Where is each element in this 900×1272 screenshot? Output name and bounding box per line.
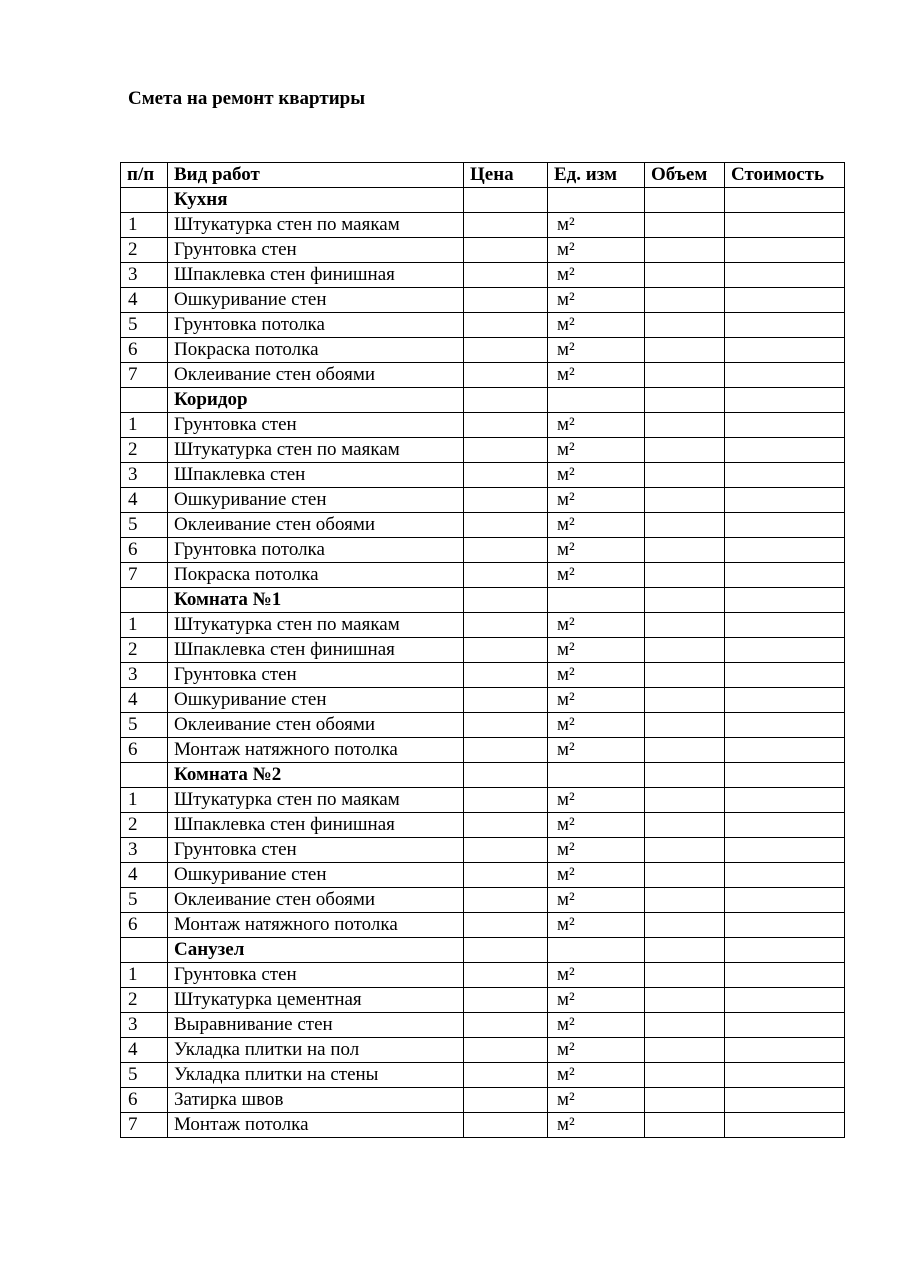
price-cell: [464, 638, 548, 663]
row-number: 3: [121, 463, 168, 488]
work-type-cell: Монтаж натяжного потолка: [168, 738, 464, 763]
cost-cell: [725, 813, 845, 838]
volume-cell: [645, 213, 725, 238]
cost-cell: [725, 838, 845, 863]
price-cell: [464, 288, 548, 313]
row-number: 6: [121, 1088, 168, 1113]
unit-cell: м²: [548, 438, 645, 463]
table-row: [121, 913, 845, 938]
table-row: [121, 738, 845, 763]
row-number: 4: [121, 488, 168, 513]
unit-cell: м²: [548, 838, 645, 863]
unit-cell: м²: [548, 1088, 645, 1113]
empty-cell: [645, 188, 725, 213]
unit-cell: м²: [548, 738, 645, 763]
cost-cell: [725, 638, 845, 663]
row-number: 3: [121, 663, 168, 688]
work-type-cell: Оклеивание стен обоями: [168, 513, 464, 538]
cost-cell: [725, 338, 845, 363]
unit-cell: м²: [548, 263, 645, 288]
work-type-cell: Штукатурка стен по маякам: [168, 613, 464, 638]
volume-cell: [645, 788, 725, 813]
unit-cell: м²: [548, 963, 645, 988]
table-row: [121, 263, 845, 288]
unit-cell: м²: [548, 713, 645, 738]
table-row: [121, 488, 845, 513]
cost-cell: [725, 513, 845, 538]
empty-cell: [121, 763, 168, 788]
table-row: [121, 288, 845, 313]
table-row: [121, 838, 845, 863]
empty-cell: [645, 763, 725, 788]
cost-cell: [725, 988, 845, 1013]
unit-cell: м²: [548, 238, 645, 263]
cost-cell: [725, 1038, 845, 1063]
volume-cell: [645, 363, 725, 388]
volume-cell: [645, 1038, 725, 1063]
volume-cell: [645, 263, 725, 288]
work-type-cell: Монтаж потолка: [168, 1113, 464, 1138]
table-row: [121, 713, 845, 738]
row-number: 2: [121, 988, 168, 1013]
work-type-cell: Покраска потолка: [168, 338, 464, 363]
volume-cell: [645, 1063, 725, 1088]
cost-cell: [725, 438, 845, 463]
empty-cell: [548, 938, 645, 963]
cost-cell: [725, 313, 845, 338]
price-cell: [464, 963, 548, 988]
empty-cell: [121, 388, 168, 413]
row-number: 7: [121, 563, 168, 588]
unit-cell: м²: [548, 988, 645, 1013]
empty-cell: [645, 588, 725, 613]
table-row: [121, 238, 845, 263]
empty-cell: [548, 388, 645, 413]
work-type-cell: Монтаж натяжного потолка: [168, 913, 464, 938]
unit-cell: м²: [548, 1038, 645, 1063]
table-row: [121, 463, 845, 488]
unit-cell: м²: [548, 1063, 645, 1088]
price-cell: [464, 663, 548, 688]
empty-cell: [725, 588, 845, 613]
table-row: [121, 213, 845, 238]
unit-cell: м²: [548, 663, 645, 688]
empty-cell: [725, 188, 845, 213]
unit-cell: м²: [548, 463, 645, 488]
cost-cell: [725, 213, 845, 238]
unit-cell: м²: [548, 788, 645, 813]
section-row: [121, 188, 845, 213]
row-number: 2: [121, 638, 168, 663]
row-number: 3: [121, 1013, 168, 1038]
cost-cell: [725, 363, 845, 388]
unit-cell: м²: [548, 363, 645, 388]
row-number: 7: [121, 363, 168, 388]
table-row: [121, 363, 845, 388]
unit-cell: м²: [548, 613, 645, 638]
work-type-cell: Покраска потолка: [168, 563, 464, 588]
empty-cell: [548, 188, 645, 213]
row-number: 7: [121, 1113, 168, 1138]
work-type-cell: Штукатурка цементная: [168, 988, 464, 1013]
estimate-table: [120, 162, 845, 1138]
price-cell: [464, 313, 548, 338]
cost-cell: [725, 788, 845, 813]
empty-cell: [548, 763, 645, 788]
work-type-cell: Укладка плитки на стены: [168, 1063, 464, 1088]
row-number: 5: [121, 888, 168, 913]
cost-cell: [725, 1088, 845, 1113]
table-row: [121, 538, 845, 563]
price-cell: [464, 513, 548, 538]
row-number: 5: [121, 713, 168, 738]
empty-cell: [121, 938, 168, 963]
row-number: 2: [121, 813, 168, 838]
table-body: [121, 188, 845, 1138]
empty-cell: [645, 938, 725, 963]
cost-cell: [725, 613, 845, 638]
price-cell: [464, 888, 548, 913]
price-cell: [464, 913, 548, 938]
work-type-cell: Выравнивание стен: [168, 1013, 464, 1038]
row-number: 4: [121, 863, 168, 888]
cost-cell: [725, 688, 845, 713]
column-header-cost: Стоимость: [725, 163, 845, 188]
cost-cell: [725, 488, 845, 513]
row-number: 6: [121, 338, 168, 363]
volume-cell: [645, 613, 725, 638]
volume-cell: [645, 438, 725, 463]
unit-cell: м²: [548, 213, 645, 238]
price-cell: [464, 488, 548, 513]
work-type-cell: Грунтовка стен: [168, 663, 464, 688]
table-row: [121, 313, 845, 338]
cost-cell: [725, 913, 845, 938]
work-type-cell: Шпаклевка стен финишная: [168, 813, 464, 838]
volume-cell: [645, 488, 725, 513]
work-type-cell: Грунтовка стен: [168, 963, 464, 988]
work-type-cell: Шпаклевка стен финишная: [168, 638, 464, 663]
empty-cell: [464, 588, 548, 613]
work-type-cell: Грунтовка стен: [168, 238, 464, 263]
price-cell: [464, 463, 548, 488]
work-type-cell: Грунтовка стен: [168, 838, 464, 863]
row-number: 5: [121, 313, 168, 338]
column-header-unit: Ед. изм: [548, 163, 645, 188]
table-row: [121, 438, 845, 463]
row-number: 1: [121, 788, 168, 813]
work-type-cell: Оклеивание стен обоями: [168, 363, 464, 388]
work-type-cell: Штукатурка стен по маякам: [168, 438, 464, 463]
work-type-cell: Оклеивание стен обоями: [168, 713, 464, 738]
cost-cell: [725, 413, 845, 438]
volume-cell: [645, 638, 725, 663]
empty-cell: [548, 588, 645, 613]
volume-cell: [645, 813, 725, 838]
row-number: 6: [121, 913, 168, 938]
cost-cell: [725, 963, 845, 988]
unit-cell: м²: [548, 338, 645, 363]
price-cell: [464, 713, 548, 738]
work-type-cell: Штукатурка стен по маякам: [168, 788, 464, 813]
price-cell: [464, 213, 548, 238]
unit-cell: м²: [548, 863, 645, 888]
price-cell: [464, 563, 548, 588]
table-row: [121, 1113, 845, 1138]
row-number: 3: [121, 263, 168, 288]
work-type-cell: Ошкуривание стен: [168, 488, 464, 513]
volume-cell: [645, 1113, 725, 1138]
column-header-volume: Объем: [645, 163, 725, 188]
price-cell: [464, 363, 548, 388]
volume-cell: [645, 238, 725, 263]
work-type-cell: Грунтовка потолка: [168, 538, 464, 563]
volume-cell: [645, 413, 725, 438]
cost-cell: [725, 863, 845, 888]
unit-cell: м²: [548, 538, 645, 563]
cost-cell: [725, 463, 845, 488]
volume-cell: [645, 713, 725, 738]
volume-cell: [645, 338, 725, 363]
table-header-row: [121, 163, 845, 188]
price-cell: [464, 863, 548, 888]
row-number: 4: [121, 1038, 168, 1063]
unit-cell: м²: [548, 488, 645, 513]
volume-cell: [645, 1013, 725, 1038]
work-type-cell: Ошкуривание стен: [168, 688, 464, 713]
section-title: Комната №1: [168, 588, 464, 613]
cost-cell: [725, 663, 845, 688]
price-cell: [464, 263, 548, 288]
price-cell: [464, 738, 548, 763]
empty-cell: [645, 388, 725, 413]
row-number: 1: [121, 413, 168, 438]
work-type-cell: Шпаклевка стен: [168, 463, 464, 488]
unit-cell: м²: [548, 638, 645, 663]
work-type-cell: Грунтовка стен: [168, 413, 464, 438]
volume-cell: [645, 963, 725, 988]
empty-cell: [464, 763, 548, 788]
section-row: [121, 588, 845, 613]
cost-cell: [725, 713, 845, 738]
unit-cell: м²: [548, 313, 645, 338]
work-type-cell: Ошкуривание стен: [168, 288, 464, 313]
unit-cell: м²: [548, 413, 645, 438]
empty-cell: [464, 388, 548, 413]
empty-cell: [121, 188, 168, 213]
work-type-cell: Ошкуривание стен: [168, 863, 464, 888]
row-number: 1: [121, 213, 168, 238]
table-row: [121, 338, 845, 363]
empty-cell: [725, 938, 845, 963]
price-cell: [464, 1063, 548, 1088]
price-cell: [464, 438, 548, 463]
column-header-price: Цена: [464, 163, 548, 188]
section-row: [121, 763, 845, 788]
row-number: 2: [121, 238, 168, 263]
section-row: [121, 388, 845, 413]
row-number: 6: [121, 738, 168, 763]
volume-cell: [645, 513, 725, 538]
cost-cell: [725, 1063, 845, 1088]
volume-cell: [645, 738, 725, 763]
table-row: [121, 663, 845, 688]
section-title: Комната №2: [168, 763, 464, 788]
empty-cell: [464, 188, 548, 213]
price-cell: [464, 988, 548, 1013]
table-row: [121, 888, 845, 913]
price-cell: [464, 538, 548, 563]
cost-cell: [725, 263, 845, 288]
table-row: [121, 788, 845, 813]
row-number: 3: [121, 838, 168, 863]
volume-cell: [645, 463, 725, 488]
table-row: [121, 688, 845, 713]
table-row: [121, 863, 845, 888]
volume-cell: [645, 663, 725, 688]
section-title: Коридор: [168, 388, 464, 413]
table-row: [121, 613, 845, 638]
table-row: [121, 638, 845, 663]
table-row: [121, 413, 845, 438]
row-number: 4: [121, 688, 168, 713]
price-cell: [464, 788, 548, 813]
table-row: [121, 513, 845, 538]
volume-cell: [645, 913, 725, 938]
cost-cell: [725, 738, 845, 763]
price-cell: [464, 688, 548, 713]
unit-cell: м²: [548, 688, 645, 713]
column-header-number: п/п: [121, 163, 168, 188]
work-type-cell: Укладка плитки на пол: [168, 1038, 464, 1063]
cost-cell: [725, 288, 845, 313]
unit-cell: м²: [548, 888, 645, 913]
cost-cell: [725, 238, 845, 263]
work-type-cell: Затирка швов: [168, 1088, 464, 1113]
table-row: [121, 1013, 845, 1038]
row-number: 4: [121, 288, 168, 313]
volume-cell: [645, 988, 725, 1013]
unit-cell: м²: [548, 813, 645, 838]
volume-cell: [645, 838, 725, 863]
price-cell: [464, 1038, 548, 1063]
empty-cell: [121, 588, 168, 613]
volume-cell: [645, 863, 725, 888]
cost-cell: [725, 888, 845, 913]
row-number: 6: [121, 538, 168, 563]
unit-cell: м²: [548, 288, 645, 313]
cost-cell: [725, 563, 845, 588]
unit-cell: м²: [548, 913, 645, 938]
price-cell: [464, 813, 548, 838]
price-cell: [464, 413, 548, 438]
price-cell: [464, 338, 548, 363]
volume-cell: [645, 538, 725, 563]
price-cell: [464, 613, 548, 638]
unit-cell: м²: [548, 1113, 645, 1138]
volume-cell: [645, 563, 725, 588]
row-number: 2: [121, 438, 168, 463]
row-number: 1: [121, 963, 168, 988]
page-title: Смета на ремонт квартиры: [128, 88, 366, 109]
work-type-cell: Оклеивание стен обоями: [168, 888, 464, 913]
table-row: [121, 963, 845, 988]
work-type-cell: Грунтовка потолка: [168, 313, 464, 338]
row-number: 5: [121, 513, 168, 538]
unit-cell: м²: [548, 563, 645, 588]
row-number: 5: [121, 1063, 168, 1088]
volume-cell: [645, 1088, 725, 1113]
row-number: 1: [121, 613, 168, 638]
column-header-work-type: Вид работ: [168, 163, 464, 188]
cost-cell: [725, 538, 845, 563]
section-row: [121, 938, 845, 963]
cost-cell: [725, 1113, 845, 1138]
volume-cell: [645, 288, 725, 313]
price-cell: [464, 1088, 548, 1113]
price-cell: [464, 1113, 548, 1138]
work-type-cell: Шпаклевка стен финишная: [168, 263, 464, 288]
volume-cell: [645, 313, 725, 338]
unit-cell: м²: [548, 1013, 645, 1038]
section-title: Кухня: [168, 188, 464, 213]
table-row: [121, 1063, 845, 1088]
table-row: [121, 1088, 845, 1113]
table-row: [121, 563, 845, 588]
cost-cell: [725, 1013, 845, 1038]
price-cell: [464, 238, 548, 263]
empty-cell: [725, 763, 845, 788]
volume-cell: [645, 688, 725, 713]
empty-cell: [464, 938, 548, 963]
unit-cell: м²: [548, 513, 645, 538]
table-row: [121, 988, 845, 1013]
price-cell: [464, 1013, 548, 1038]
volume-cell: [645, 888, 725, 913]
price-cell: [464, 838, 548, 863]
work-type-cell: Штукатурка стен по маякам: [168, 213, 464, 238]
table-row: [121, 813, 845, 838]
table-row: [121, 1038, 845, 1063]
empty-cell: [725, 388, 845, 413]
section-title: Санузел: [168, 938, 464, 963]
